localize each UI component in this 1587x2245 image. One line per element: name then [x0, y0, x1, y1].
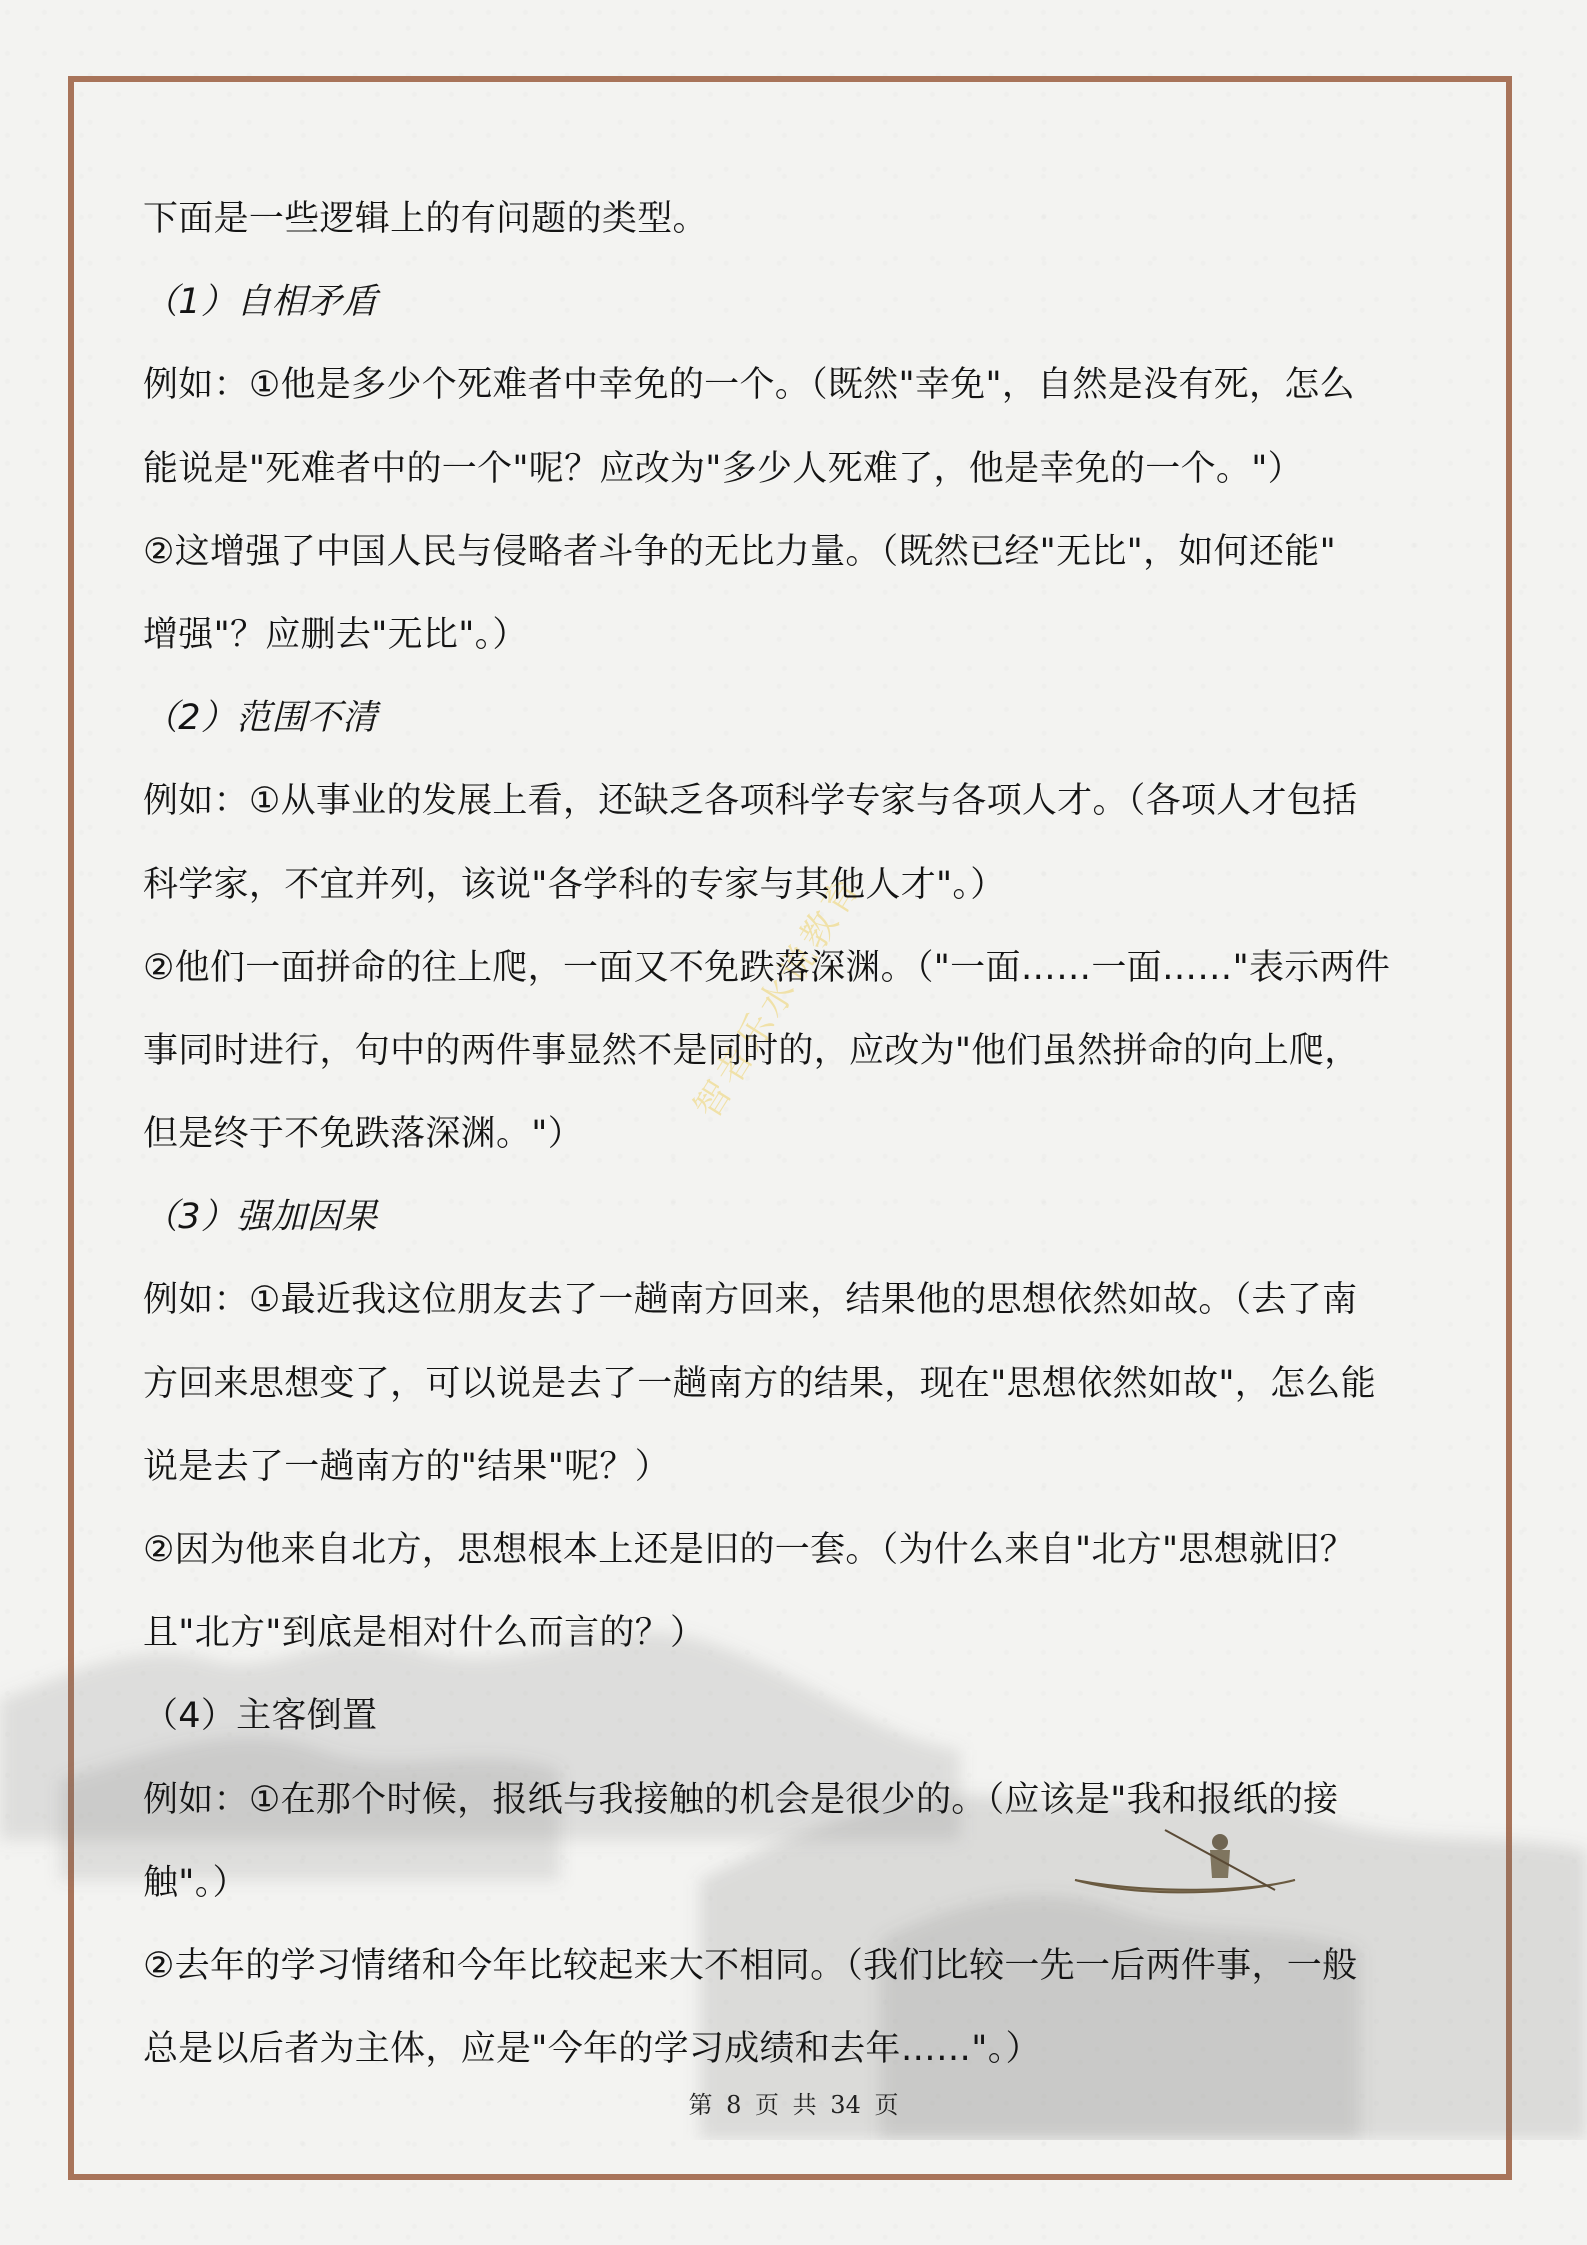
text-line: 科学家，不宜并列，该说"各学科的专家与其他人才"。） [143, 864, 1006, 905]
section-heading-3: （3）强加因果 [143, 1197, 378, 1238]
text-line: 能说是"死难者中的一个"呢？应改为"多少人死难了，他是幸免的一个。"） [143, 448, 1303, 489]
document-body [143, 178, 1443, 2091]
text-line: 但是终于不免跌落深渊。"） [143, 1114, 583, 1155]
intro-line: 下面是一些逻辑上的有问题的类型。 [143, 199, 708, 239]
text-line: 例如：①他是多少个死难者中幸免的一个。（既然"幸免"，自然是没有死，怎么 [143, 365, 1355, 406]
section-heading-4: （4）主客倒置 [143, 1696, 378, 1737]
watermark-text: 智者乐水说教育 [686, 866, 870, 1126]
page-number-footer: 第 8 页 共 34 页 [688, 2091, 899, 2119]
text-line: 且"北方"到底是相对什么而言的？） [143, 1613, 706, 1654]
text-line: 方回来思想变了，可以说是去了一趟南方的结果，现在"思想依然如故"，怎么能 [143, 1363, 1376, 1404]
text-line: 增强"？应删去"无比"。） [143, 614, 528, 655]
text-line: 例如：①在那个时候，报纸与我接触的机会是很少的。（应该是"我和报纸的接 [143, 1779, 1339, 1820]
text-line: ②去年的学习情绪和今年比较起来大不相同。（我们比较一先一后两件事，一般 [143, 1945, 1358, 1986]
text-line: 总是以后者为主体，应是"今年的学习成绩和去年……"。） [143, 2029, 1041, 2070]
text-line: ②因为他来自北方，思想根本上还是旧的一套。（为什么来自"北方"思想就旧？ [143, 1530, 1355, 1570]
text-line: 说是去了一趟南方的"结果"呢？） [143, 1446, 670, 1487]
text-line: 例如：①从事业的发展上看，还缺乏各项科学专家与各项人才。（各项人才包括 [143, 781, 1358, 822]
text-line: ②这增强了中国人民与侵略者斗争的无比力量。（既然已经"无比"，如何还能" [143, 531, 1336, 572]
text-line: 事同时进行，句中的两件事显然不是同时的，应改为"他们虽然拼命的向上爬， [143, 1030, 1360, 1071]
text-line: 例如：①最近我这位朋友去了一趟南方回来，结果他的思想依然如故。（去了南 [143, 1280, 1358, 1321]
text-line: ②他们一面拼命的往上爬，一面又不免跌落深渊。（"一面……一面……"表示两件 [143, 947, 1391, 988]
text-line: 触"。） [143, 1862, 248, 1903]
section-heading-1: （1）自相矛盾 [143, 282, 378, 323]
section-heading-2: （2）范围不清 [143, 698, 378, 739]
